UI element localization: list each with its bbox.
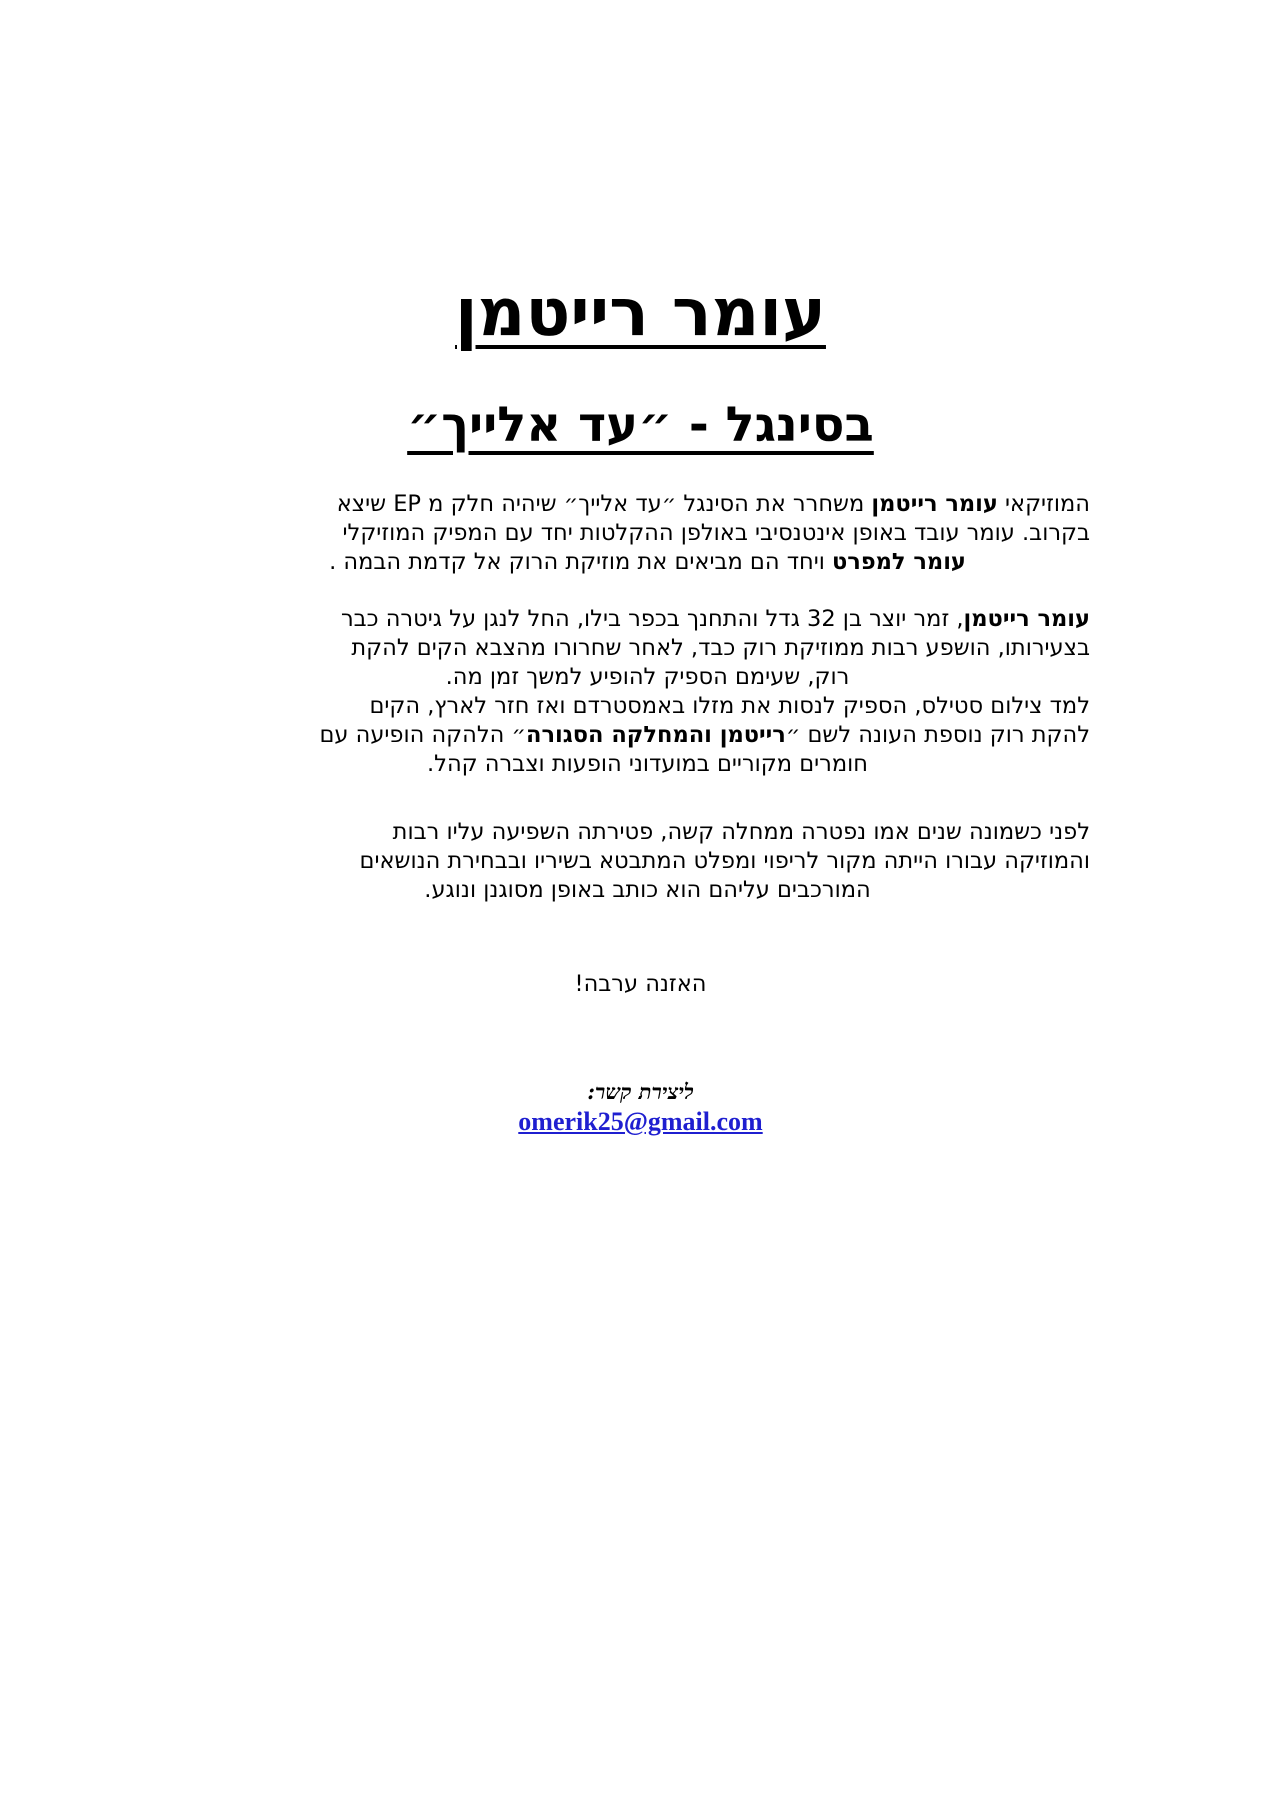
bold-band-name: רייטמן והמחלקה הסגורה (525, 722, 786, 748)
paragraph-story (205, 818, 1090, 905)
text-run: ויחד הם מביאים את מוזיקת הרוק אל קדמת הבמה . (329, 549, 833, 575)
email-link[interactable]: omerik25@gmail.com (518, 1107, 763, 1136)
document-title: עומר רייטמן (455, 274, 826, 351)
text-run: המוזיקאי (997, 491, 1090, 517)
bold-name: עומר רייטמן (963, 606, 1090, 632)
text-run: , זמר יוצר בן 32 גדל והתחנך בכפר בילו, החל לנגן על גיטרה כבר (340, 606, 964, 632)
paragraph-line (205, 548, 1090, 577)
paragraph-line: המורכבים עליהם הוא כותב באופן מסוגנן ונוגע. (424, 877, 871, 903)
paragraph-biography (205, 605, 1090, 779)
paragraph-line (205, 721, 1090, 750)
contact-email (0, 1106, 1281, 1138)
document-subtitle: בסינגל - ״עד אלייך״ (407, 397, 874, 453)
paragraph-line (205, 605, 1090, 634)
paragraph-line: למד צילום סטילס, הספיק לנסות את מזלו באמסטרדם ואז חזר לארץ, הקים (369, 693, 1090, 719)
contact-label: ליצירת קשר: (587, 1079, 694, 1104)
bold-name: עומר למפרט (832, 549, 966, 575)
paragraph-line: רוק, שעימם הספיק להופיע למשך זמן מה. (445, 664, 850, 690)
paragraph-line: והמוזיקה עבורו הייתה מקור לריפוי ומפלט המתבטא בשיריו ובבחירת הנושאים (359, 848, 1090, 874)
text-run: משחרר את הסינגל ״עד אלייך״ שיהיה חלק מ EP שיצא (336, 491, 872, 517)
paragraph-line (205, 490, 1090, 519)
paragraph-line: לפני כשמונה שנים אמו נפטרה ממחלה קשה, פטירתה השפיעה עליו רבות (392, 819, 1090, 845)
paragraph-intro (205, 490, 1090, 577)
text-run: להקת רוק נוספת העונה לשם ״ (785, 722, 1090, 748)
paragraph-line: בצעירותו, הושפע רבות ממוזיקת רוק כבד, לאחר שחרורו מהצבא הקים להקת (351, 635, 1090, 661)
closing-line: האזנה ערבה! (574, 971, 707, 997)
paragraph-line: חומרים מקוריים במועדוני הופעות וצברה קהל. (427, 751, 868, 777)
paragraph-line: בקרוב. עומר עובד באופן אינטנסיבי באולפן ההקלטות יחד עם המפיק המוזיקלי (342, 520, 1090, 546)
bold-name: עומר רייטמן (871, 491, 998, 517)
text-run: ״ הלהקה הופיעה עם (319, 722, 526, 748)
